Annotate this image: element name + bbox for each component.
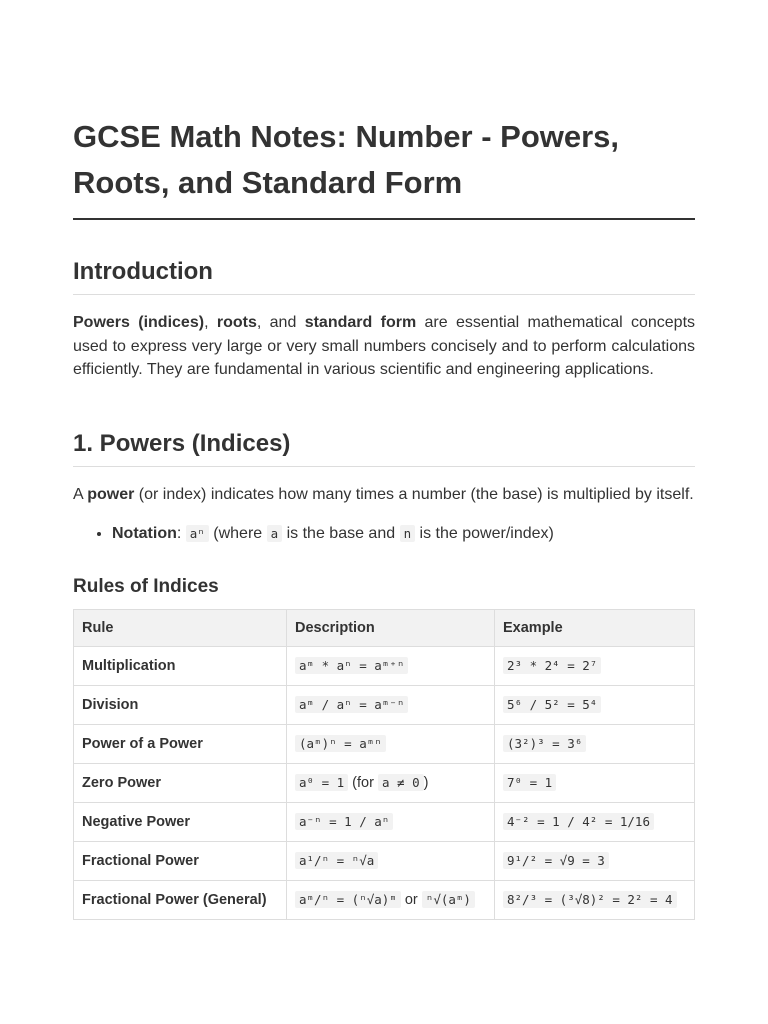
rule-example: 4⁻² = 1 / 4² = 1/16 <box>495 803 695 842</box>
rule-description: aᵐ/ⁿ = (ⁿ√a)ᵐ or ⁿ√(aᵐ) <box>287 881 495 920</box>
notation-power: n <box>400 525 416 542</box>
notation-list <box>73 522 695 545</box>
table-row <box>74 842 695 881</box>
rule-description: a⁻ⁿ = 1 / aⁿ <box>287 803 495 842</box>
powers-paragraph: A power (or index) indicates how many times a number (the base) is multiplied by itself. <box>73 485 694 503</box>
column-header-rule: Rule <box>74 610 287 647</box>
table-row <box>74 647 695 686</box>
term-powers: Powers (indices) <box>73 314 205 331</box>
rule-name: Division <box>74 686 287 725</box>
rule-description: (aᵐ)ⁿ = aᵐⁿ <box>287 725 495 764</box>
rule-name: Zero Power <box>74 764 287 803</box>
rule-example: 7⁰ = 1 <box>495 764 695 803</box>
table-row <box>74 725 695 764</box>
introduction-heading: Introduction <box>73 256 695 295</box>
document-page <box>73 0 695 920</box>
page-title: GCSE Math Notes: Number - Powers, Roots, and Standard Form <box>73 114 695 220</box>
term-standard-form: standard form <box>304 314 417 331</box>
rules-heading: Rules of Indices <box>73 576 219 597</box>
notation-item: • Notation: aⁿ (where a is the base and n is the power/index) <box>112 522 695 545</box>
rule-name: Fractional Power <box>74 842 287 881</box>
rule-example: 9¹/² = √9 = 3 <box>495 842 695 881</box>
column-header-description: Description <box>287 610 495 647</box>
powers-heading: 1. Powers (Indices) <box>73 428 695 467</box>
rule-example: 2³ * 2⁴ = 2⁷ <box>495 647 695 686</box>
table-row <box>74 803 695 842</box>
notation-expression: aⁿ <box>186 525 209 542</box>
rule-example: 5⁶ / 5² = 5⁴ <box>495 686 695 725</box>
term-power: power <box>87 485 135 503</box>
rule-description: aᵐ / aⁿ = aᵐ⁻ⁿ <box>287 686 495 725</box>
rule-name: Fractional Power (General) <box>74 881 287 920</box>
introduction-paragraph: Powers (indices), roots, and standard form are essential mathematical concepts used to express very large or very small numbers concisely and to perform calculations efficiently. They are fundamental in various scientific and engineering applications. <box>73 314 696 378</box>
notation-label: Notation <box>112 525 177 542</box>
rule-name: Negative Power <box>74 803 287 842</box>
notation-base: a <box>267 525 283 542</box>
rule-name: Power of a Power <box>74 725 287 764</box>
table-header-row <box>74 610 695 647</box>
rule-example: (3²)³ = 3⁶ <box>495 725 695 764</box>
table-row <box>74 881 695 920</box>
table-row <box>74 764 695 803</box>
column-header-example: Example <box>495 610 695 647</box>
rule-example: 8²/³ = (³√8)² = 2² = 4 <box>495 881 695 920</box>
rule-description: a¹/ⁿ = ⁿ√a <box>287 842 495 881</box>
table-row <box>74 686 695 725</box>
rule-name: Multiplication <box>74 647 287 686</box>
rule-description: aᵐ * aⁿ = aᵐ⁺ⁿ <box>287 647 495 686</box>
rule-description: a⁰ = 1 (for a ≠ 0 ) <box>287 764 495 803</box>
term-roots: roots <box>216 314 257 331</box>
rules-of-indices-table <box>73 609 695 920</box>
